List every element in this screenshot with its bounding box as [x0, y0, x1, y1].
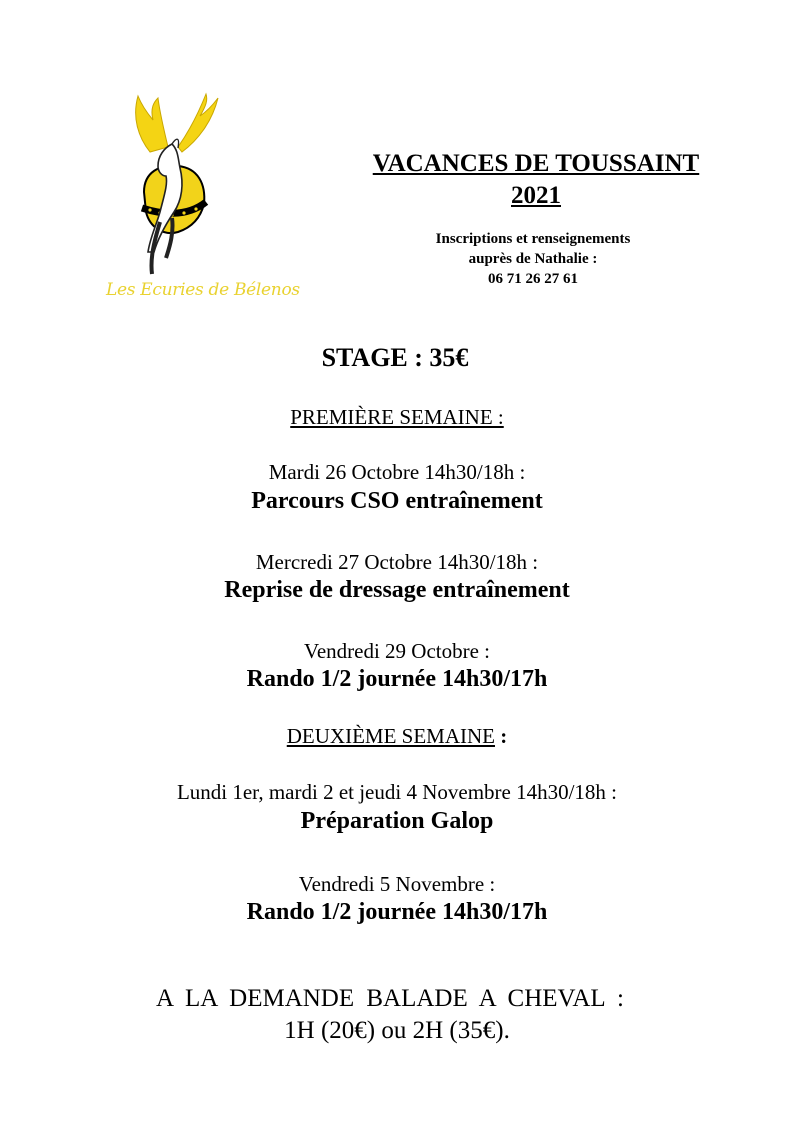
event-date: Mercredi 27 Octobre 14h30/18h :	[255, 550, 539, 574]
week2-heading-colon: :	[500, 724, 508, 748]
event-activity: Reprise de dressage entraînement	[224, 577, 570, 603]
info-line: Inscriptions et renseignements	[435, 231, 631, 247]
balade-heading: A LA DEMANDE BALADE A CHEVAL :	[156, 985, 624, 1012]
week1-heading-text: PREMIÈRE SEMAINE :	[290, 405, 504, 429]
event-date: Vendredi 5 Novembre :	[298, 872, 496, 896]
phone-number: 06 71 26 27 61	[488, 271, 578, 287]
pegasus-logo-icon	[120, 92, 220, 282]
logo-text: Les Ecuries de Bélenos	[106, 280, 300, 300]
logo	[100, 92, 300, 307]
page-title: VACANCES DE TOUSSAINT	[372, 150, 700, 177]
event-date: Mardi 26 Octobre 14h30/18h :	[268, 460, 526, 484]
week1-heading	[0, 405, 794, 430]
event-activity: Rando 1/2 journée 14h30/17h	[246, 666, 548, 692]
week2-heading-text: DEUXIÈME SEMAINE	[286, 724, 495, 748]
event-activity: Préparation Galop	[300, 808, 494, 834]
event-date: Lundi 1er, mardi 2 et jeudi 4 Novembre 14h30/18h :	[176, 780, 618, 804]
info-line: auprès de Nathalie :	[468, 251, 598, 267]
week2-heading	[0, 724, 794, 749]
page-title-year: 2021	[511, 182, 561, 209]
event-date: Vendredi 29 Octobre :	[303, 639, 491, 663]
event-activity: Rando 1/2 journée 14h30/17h	[246, 899, 548, 925]
stage-price: STAGE : 35€	[321, 343, 469, 372]
balade-price: 1H (20€) ou 2H (35€).	[284, 1017, 510, 1044]
event-activity: Parcours CSO entraînement	[251, 488, 543, 514]
